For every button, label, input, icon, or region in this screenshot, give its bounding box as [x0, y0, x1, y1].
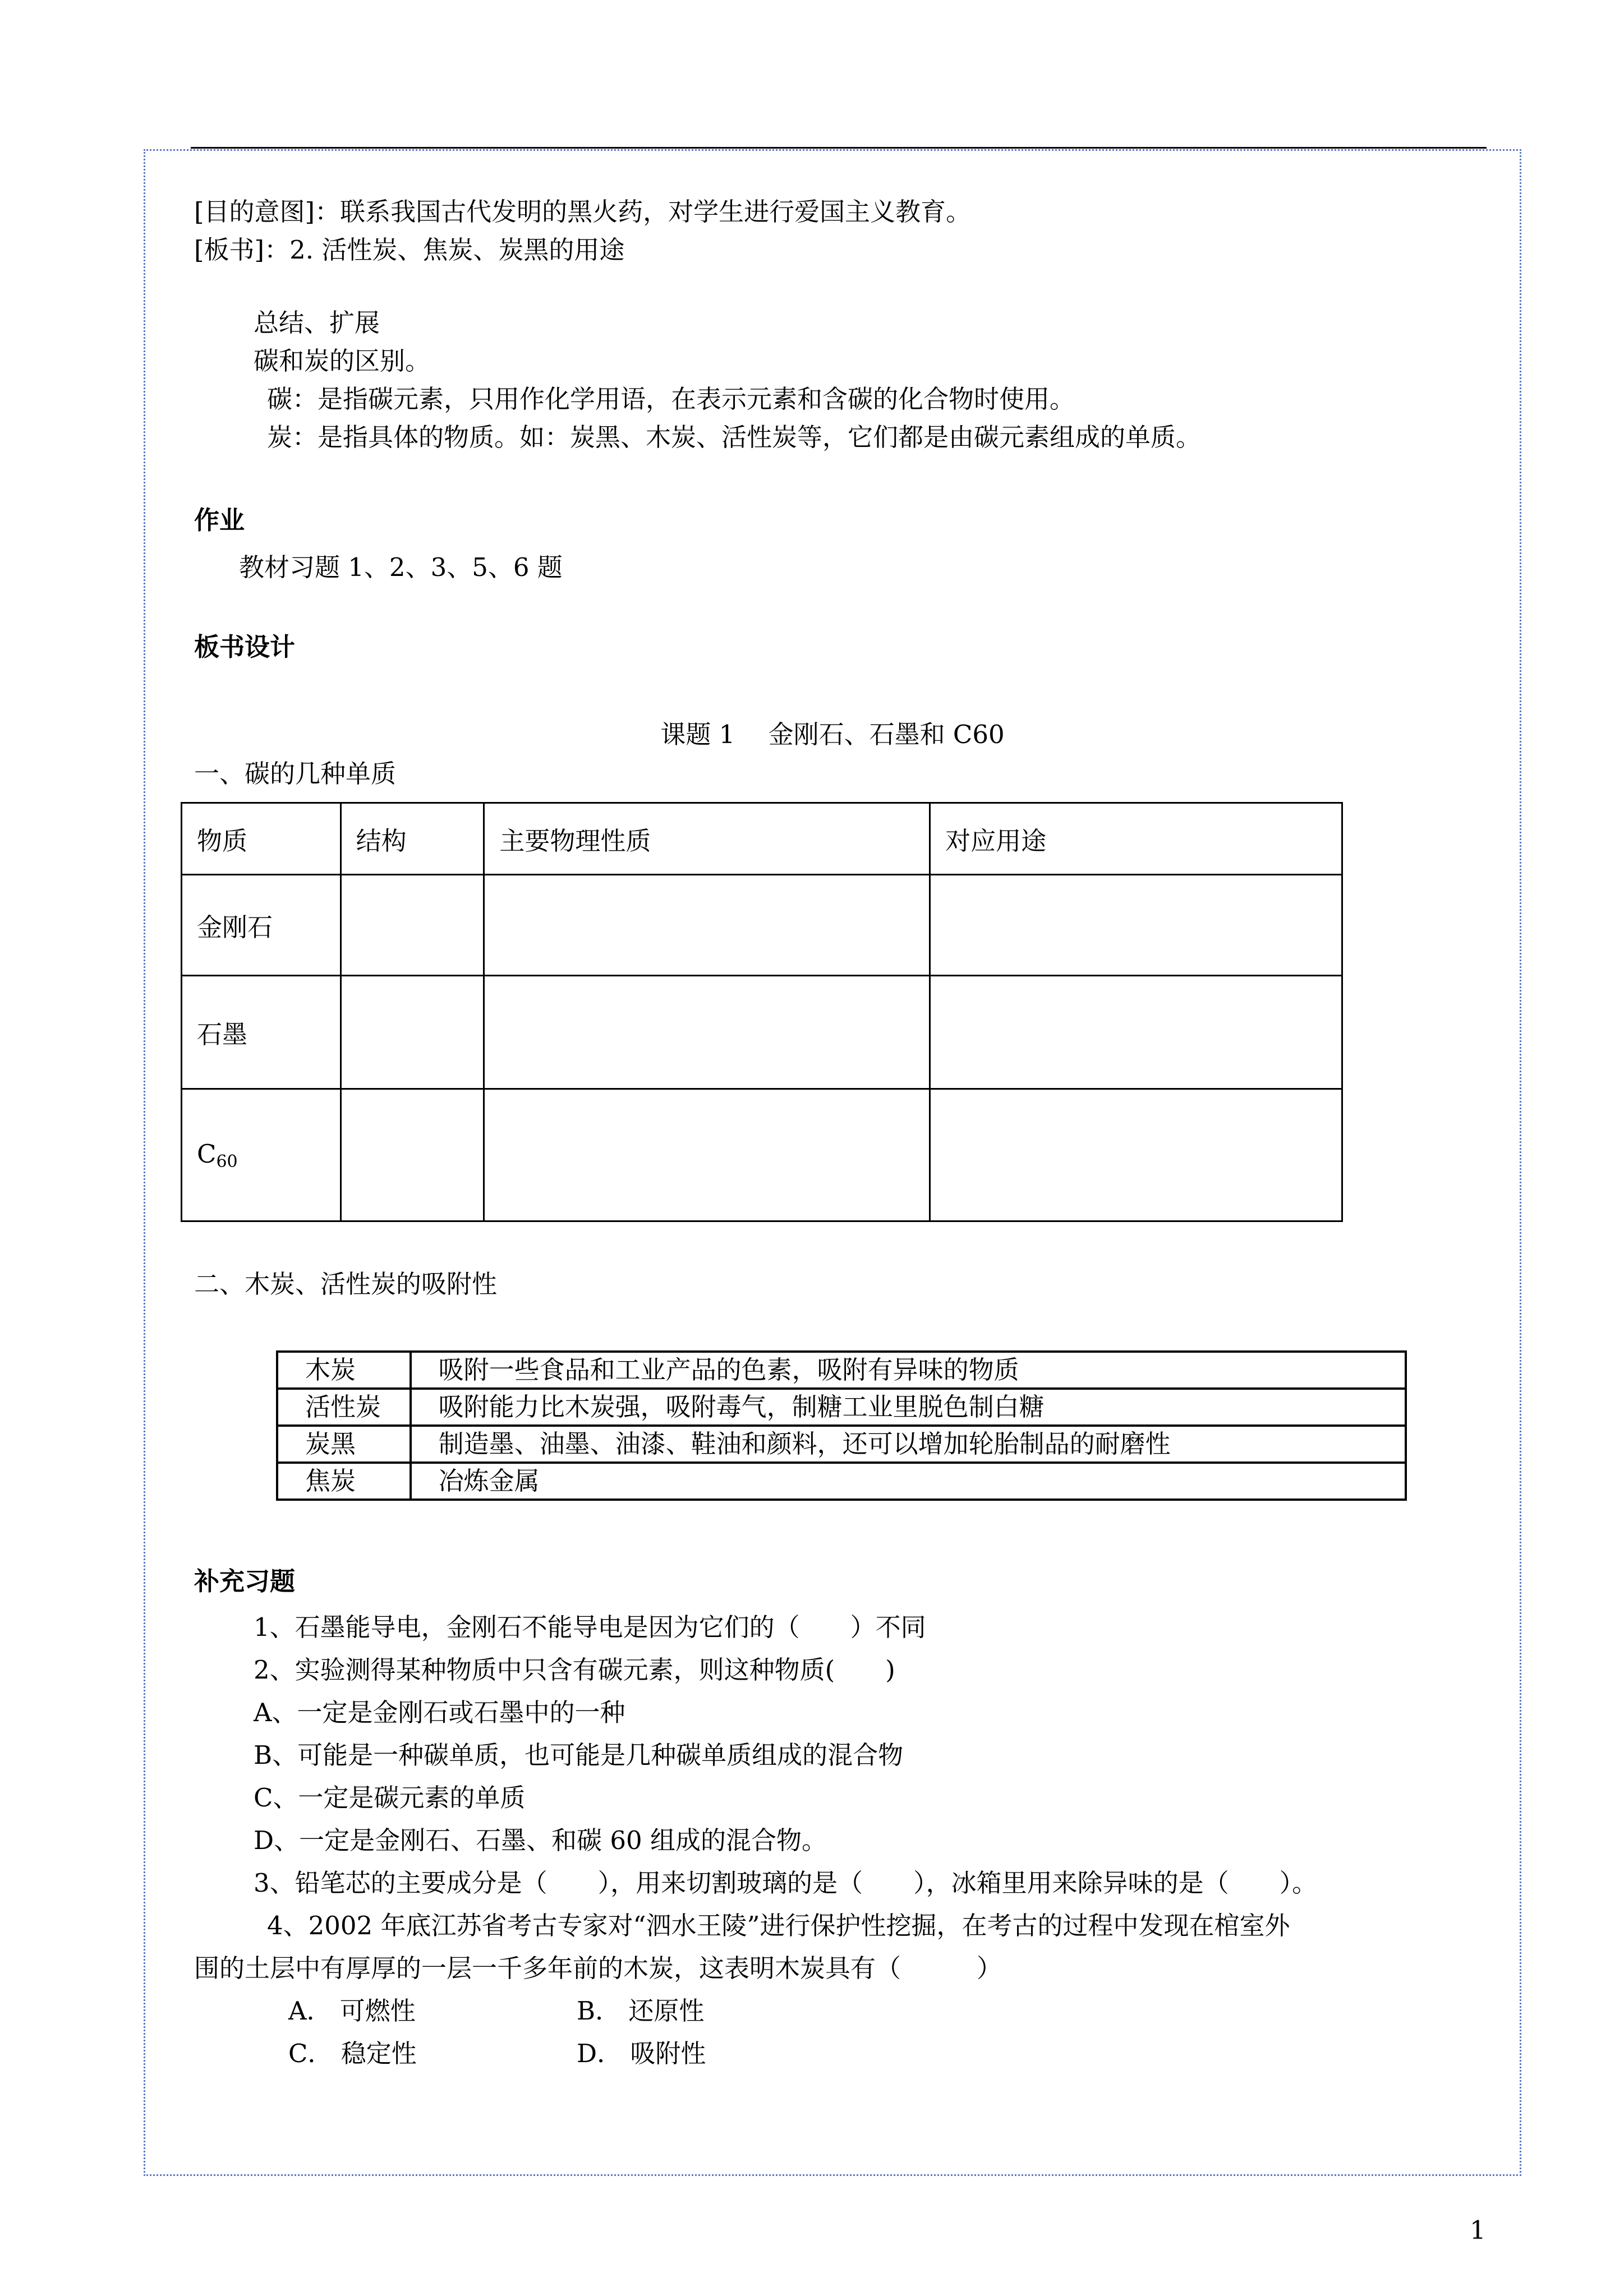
carbon-name: 木炭 — [277, 1352, 411, 1389]
section-adsorption: 二、木炭、活性炭的吸附性 — [194, 1269, 498, 1299]
carbon-use: 制造墨、油墨、油漆、鞋油和颜料，还可以增加轮胎制品的耐磨性 — [411, 1426, 1406, 1463]
row-c60 — [182, 1089, 341, 1221]
carbon-name: 焦炭 — [277, 1463, 411, 1500]
question-2-option-a: A、一定是金刚石或石墨中的一种 — [254, 1698, 625, 1727]
homework-text: 教材习题 1、2、3、5、6 题 — [239, 552, 563, 582]
summary-item-carbon-substance: 炭：是指具体的物质。如：炭黑、木炭、活性炭等，它们都是由碳元素组成的单质。 — [267, 422, 1202, 452]
lesson-title: 课题 1 金刚石、石墨和 C60 — [660, 720, 1005, 749]
intro-board: [板书]：2. 活性炭、焦炭、炭黑的用途 — [194, 235, 625, 265]
table-row — [182, 1089, 1342, 1221]
intro-purpose: [目的意图]：联系我国古代发明的黑火药，对学生进行爱国主义教育。 — [194, 197, 972, 227]
carbon-use: 吸附能力比木炭强，吸附毒气，制糖工业里脱色制白糖 — [411, 1389, 1406, 1426]
section-carbon-allotropes: 一、碳的几种单质 — [194, 759, 397, 789]
empty-cell — [930, 976, 1342, 1089]
header-rule — [191, 147, 1487, 149]
header-structure: 结构 — [341, 803, 484, 875]
empty-cell — [341, 875, 484, 976]
empty-cell — [484, 976, 930, 1089]
table-row — [277, 1389, 1406, 1426]
question-2-option-d: D、一定是金刚石、石墨、和碳 60 组成的混合物。 — [254, 1825, 827, 1855]
question-4-option-a: A． 可燃性 — [288, 1996, 416, 2026]
exercises-heading: 补充习题 — [194, 1566, 296, 1596]
empty-cell — [341, 1089, 484, 1221]
table-row — [277, 1463, 1406, 1500]
c60-base: C — [197, 1138, 217, 1169]
header-substance: 物质 — [182, 803, 341, 875]
empty-cell — [930, 875, 1342, 976]
question-1: 1、石墨能导电，金刚石不能导电是因为它们的（ ）不同 — [254, 1612, 926, 1642]
carbon-use: 吸附一些食品和工业产品的色素，吸附有异味的物质 — [411, 1352, 1406, 1389]
table-row — [277, 1352, 1406, 1389]
empty-cell — [341, 976, 484, 1089]
table-header-row — [182, 803, 1342, 875]
carbon-uses-table — [276, 1350, 1407, 1501]
question-4-line-1: 4、2002 年底江苏省考古专家对“泗水王陵”进行保护性挖掘，在考古的过程中发现在棺室外 — [267, 1911, 1290, 1940]
empty-cell — [484, 875, 930, 976]
carbon-name: 炭黑 — [277, 1426, 411, 1463]
empty-cell — [484, 1089, 930, 1221]
table-row — [182, 976, 1342, 1089]
board-design-heading: 板书设计 — [194, 632, 296, 662]
question-4-option-d: D． 吸附性 — [577, 2039, 706, 2068]
question-4-option-c: C． 稳定性 — [288, 2039, 417, 2068]
question-2-option-b: B、可能是一种碳单质，也可能是几种碳单质组成的混合物 — [254, 1740, 904, 1770]
summary-heading: 总结、扩展 — [254, 308, 380, 338]
carbon-use: 冶炼金属 — [411, 1463, 1406, 1500]
page-number: 1 — [1470, 2215, 1486, 2245]
header-physical-properties: 主要物理性质 — [484, 803, 930, 875]
homework-heading: 作业 — [194, 505, 245, 535]
summary-item-carbon-element: 碳：是指碳元素，只用作化学用语，在表示元素和含碳的化合物时使用。 — [267, 384, 1075, 414]
table-row — [277, 1426, 1406, 1463]
empty-cell — [930, 1089, 1342, 1221]
question-3: 3、铅笔芯的主要成分是（ ），用来切割玻璃的是（ ），冰箱里用来除异味的是（ ）。 — [254, 1868, 1318, 1898]
c60-subscript: 60 — [216, 1151, 238, 1172]
question-4-line-2: 围的土层中有厚厚的一层一千多年前的木炭，这表明木炭具有（ ） — [194, 1953, 1002, 1983]
row-graphite: 石墨 — [182, 976, 341, 1089]
question-2-option-c: C、一定是碳元素的单质 — [254, 1783, 526, 1813]
question-4-option-b: B． 还原性 — [577, 1996, 705, 2026]
question-2: 2、实验测得某种物质中只含有碳元素，则这种物质( ) — [254, 1655, 895, 1685]
header-uses: 对应用途 — [930, 803, 1342, 875]
row-diamond: 金刚石 — [182, 875, 341, 976]
allotrope-table — [181, 802, 1343, 1222]
carbon-name: 活性炭 — [277, 1389, 411, 1426]
summary-subheading: 碳和炭的区别。 — [254, 346, 431, 376]
table-row — [182, 875, 1342, 976]
